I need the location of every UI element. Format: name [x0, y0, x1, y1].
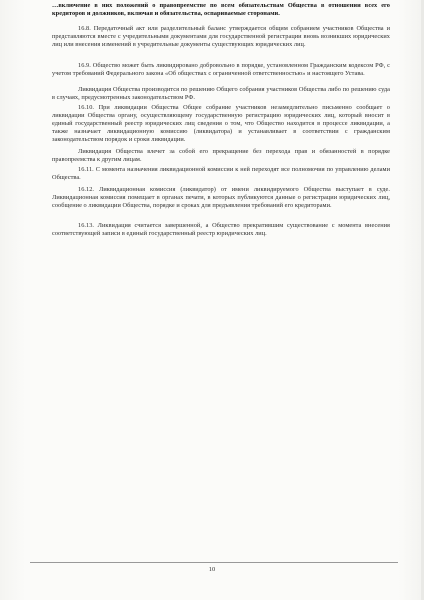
footer-divider [30, 562, 398, 563]
paragraph-text: Ликвидация Общества производится по решению Общего собрания участников Общества либо по решению суда в случаях, предусмотренных законодательством РФ. [52, 86, 390, 102]
paragraph-text: 16.9. Общество может быть ликвидировано добровольно в порядке, установленном Гражданским кодексом РФ, с учетом требований Федерального закона «Об обществах с ограниченной ответственностью» и настоящего Устава. [52, 62, 390, 78]
paragraph-16-8 [52, 25, 390, 49]
paragraph-liquidation-effect [52, 148, 390, 164]
paragraph-text: 16.13. Ликвидация считается завершенной, а Общество прекратившим существование с момента внесения соответствующей записи в единый государственный реестр юридических лиц. [52, 222, 390, 238]
paragraph-16-12 [52, 186, 390, 210]
paragraph-text: Ликвидация Общества влечет за собой его прекращение без перехода прав и обязанностей в порядке правопреемства к другим лицам. [52, 148, 390, 164]
paragraph-text: 16.12. Ликвидационная комиссия (ликвидатор) от имени ликвидируемого Общества выступает в суде. Ликвидационная комиссия помещает в органах печати, в которых публикуются данные о регистрации юридических лиц, сообщение о ликвидации Общества, порядке и сроках для предъявления требований его кредиторами. [52, 186, 390, 210]
paragraph-16-11 [52, 166, 390, 182]
paragraph-16-10 [52, 104, 390, 144]
paragraph-text: 16.11. С момента назначения ликвидационной комиссии к ней переходят все полномочия по управлению делами Общества. [52, 166, 390, 182]
paragraph-text: 16.8. Передаточный акт или разделительный баланс утверждается общим собранием участников Общества и представляются вместе с учредительными документами для государственной регистрации вновь возникших юридических лиц или внесения изменений в учредительные документы существующих юридических лиц. [52, 25, 390, 49]
paragraph-16-13 [52, 222, 390, 238]
paragraph-16-9 [52, 62, 390, 78]
paragraph-liquidation-decision [52, 86, 390, 102]
paragraph-text: 16.10. При ликвидации Общества Общее собрание участников незамедлительно письменно сообщает о ликвидации Общества органу, осуществляющему государственную регистрацию юридических лиц, который вносит в единый государственный реестр юридических лиц сведения о том, что Общество находится в процессе ликвидации, а также назначает ликвидационную комиссию (ликвидатора) и устанавливает в соответствии с гражданским законодательством порядок и сроки ликвидации. [52, 104, 390, 144]
paragraph-continuation [52, 2, 390, 18]
paragraph-text: …включение в них положений о правопреемстве по всем обязательствам Общества в отношении всех его кредиторов и должников, включая и обязательства, оспариваемые сторонами. [52, 2, 390, 18]
page-number: 10 [208, 566, 216, 573]
